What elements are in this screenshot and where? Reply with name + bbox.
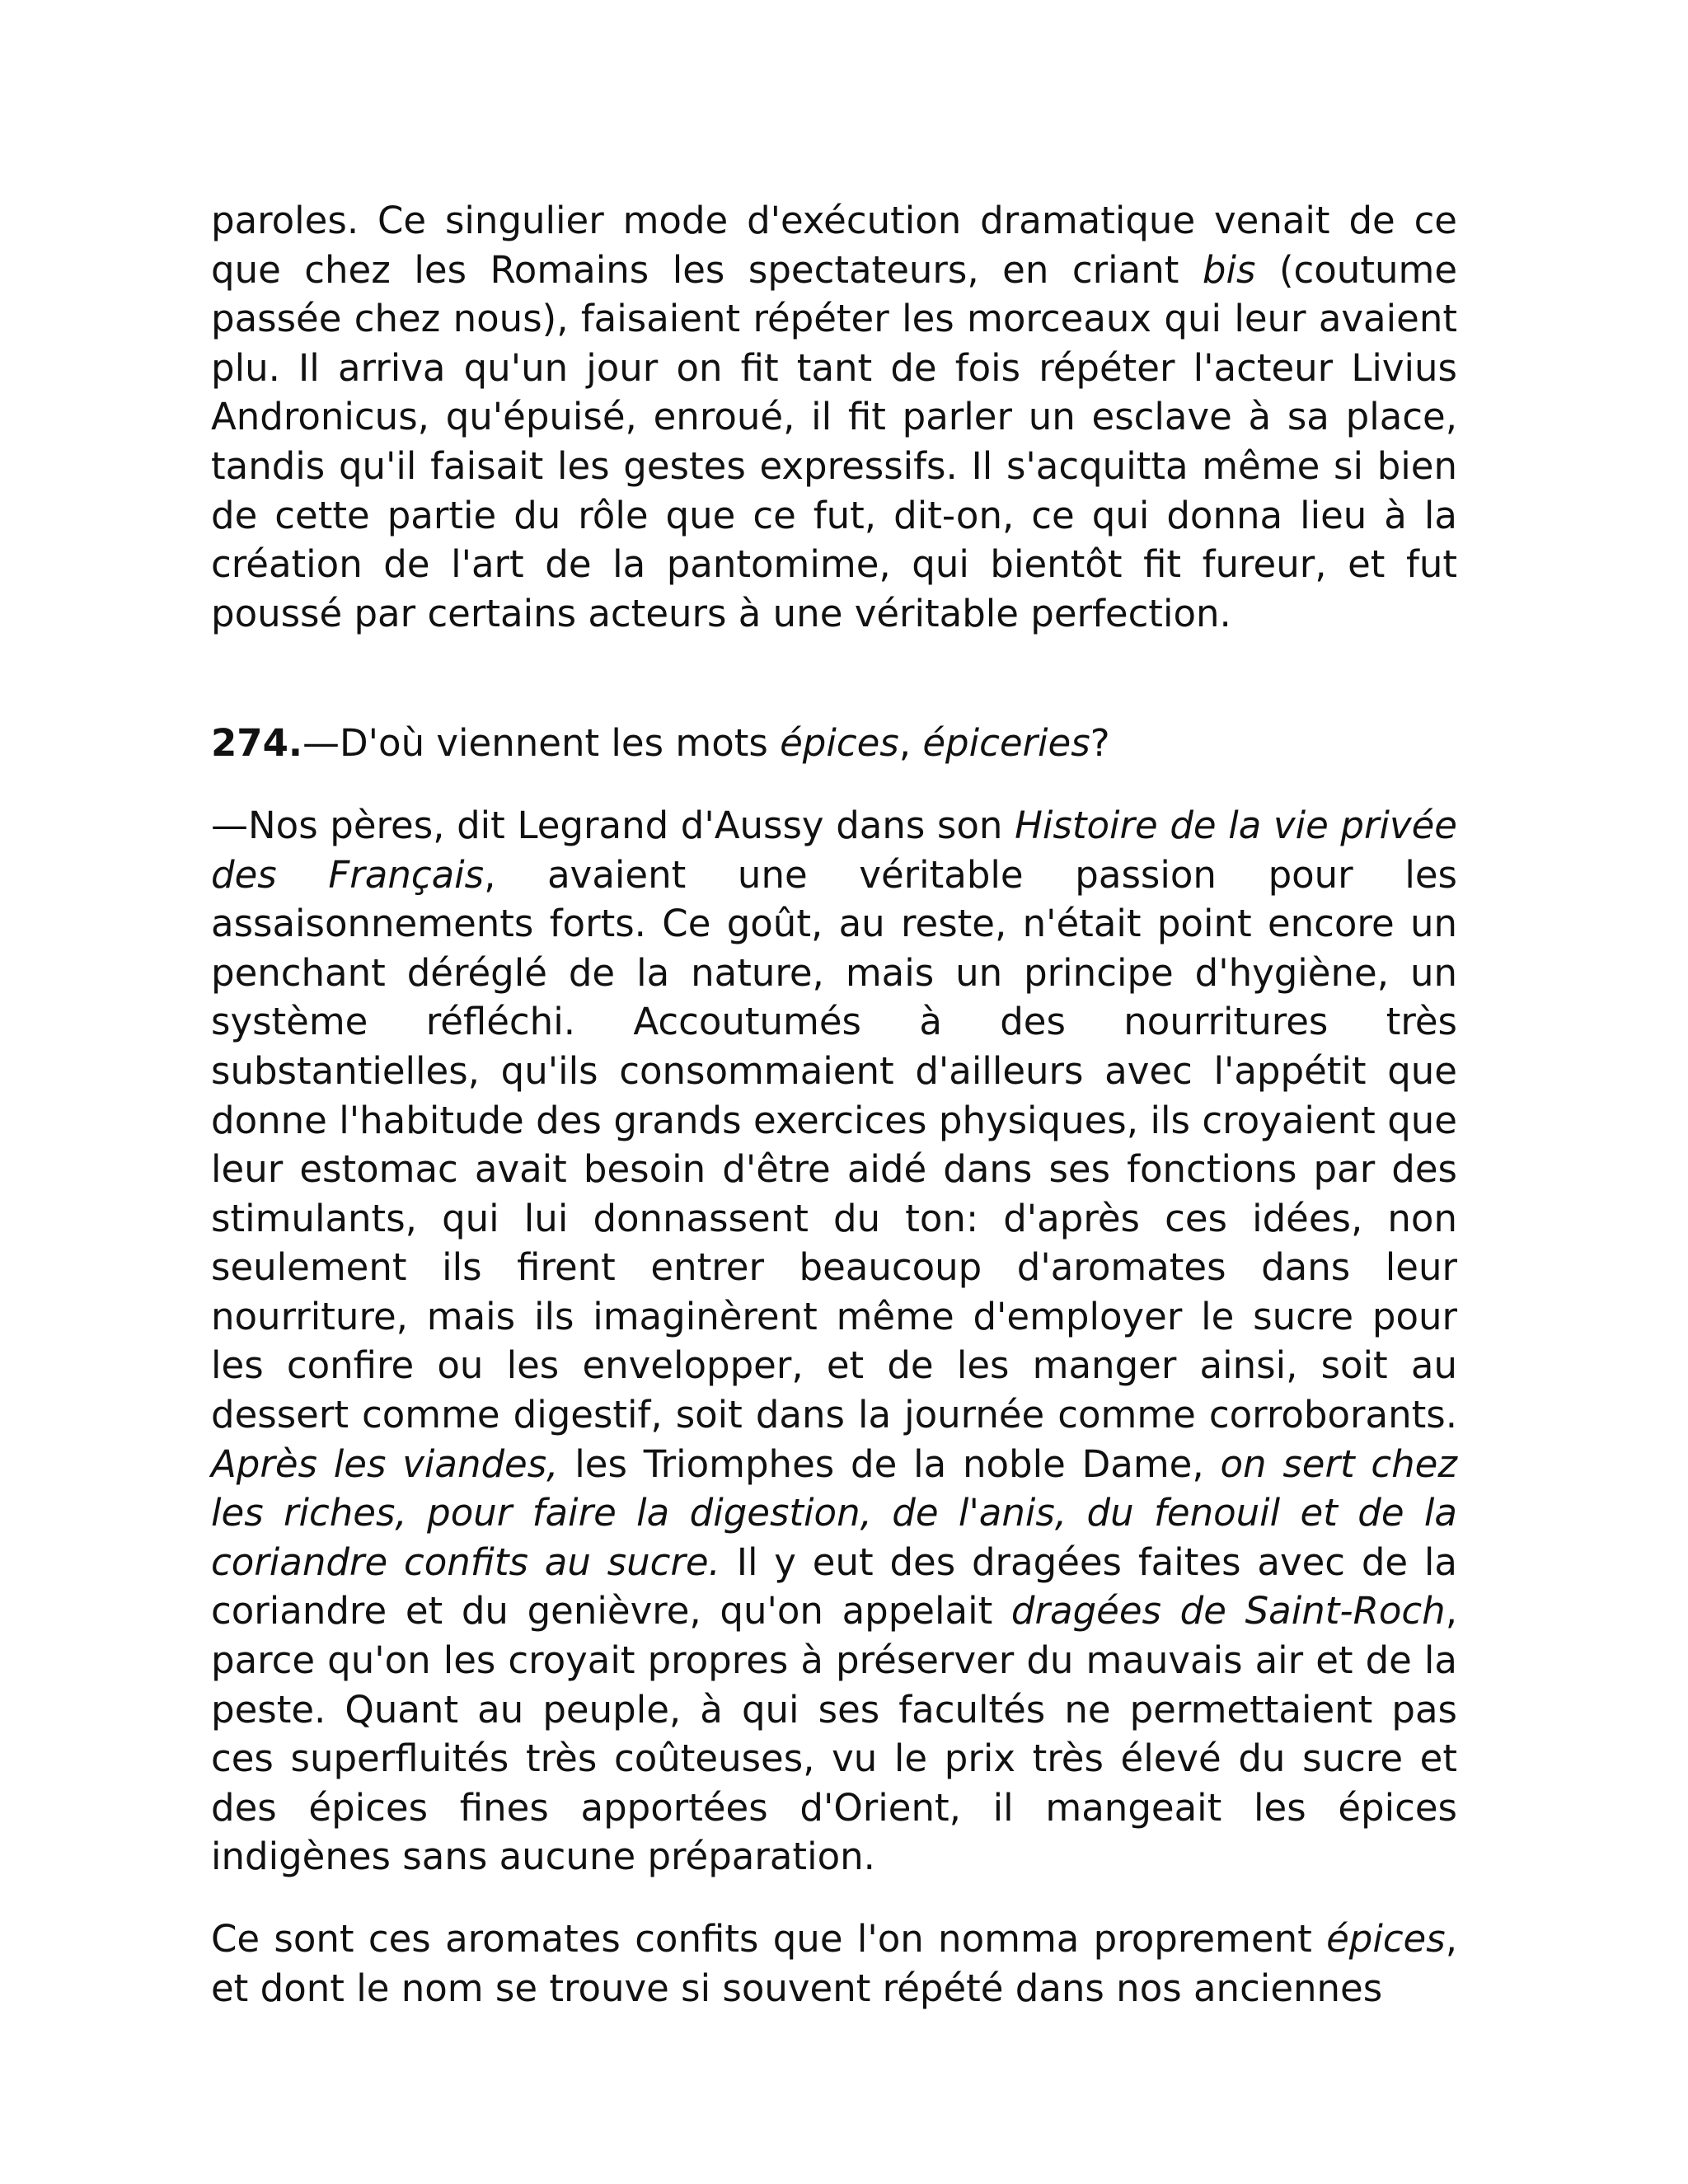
italic-text: bis: [1202, 247, 1256, 292]
italic-text: épiceries: [922, 721, 1090, 766]
question-text: —D'où viennent les mots épices, épiceries?: [302, 721, 1110, 766]
italic-text: Histoire de la vie privée des Français: [211, 803, 1457, 897]
italic-text: dragées de Saint-Roch: [1010, 1589, 1446, 1633]
italic-text: épices: [1326, 1917, 1446, 1961]
question-274: [211, 719, 1457, 768]
answer-paragraph-2: Ce sont ces aromates confits que l'on nomma proprement épices, et dont le nom se trouve si souvent répété dans nos anciennes: [211, 1917, 1457, 2010]
italic-text: on sert chez les riches, pour faire la digestion, de l'anis, du fenouil et de la coriandre confits au sucre.: [211, 1441, 1457, 1584]
paragraph-continued: paroles. Ce singulier mode d'exécution dramatique venait de ce que chez les Romains les spectateurs, en criant bis (coutume passée chez nous), faisaient répéter les morceaux qui leur avaient plu. Il arriva qu'un jour on fit tant de fois répéter l'acteur Livius Andronicus, qu'épuisé, enroué, il fit parler un esclave à sa place, tandis qu'il faisait les gestes expressifs. Il s'acquitta même si bien de cette partie du rôle que ce fut, dit-on, ce qui donna lieu à la création de l'art de la pantomime, qui bientôt fit fureur, et fut poussé par certains acteurs à une véritable perfection.: [211, 199, 1457, 635]
italic-text: épices: [780, 721, 899, 766]
italic-text: Après les viandes,: [211, 1441, 559, 1486]
answer-paragraph-1: —Nos pères, dit Legrand d'Aussy dans son Histoire de la vie privée des Français, avaient une véritable passion pour les assaisonnements forts. Ce goût, au reste, n'était point encore un penchant déréglé de la nature, mais un principe d'hygiène, un système réfléchi. Accoutumés à des nourritures très substantielles, qu'ils consommaient d'ailleurs avec l'appétit que donne l'habitude des grands exercices physiques, ils croyaient que leur estomac avait besoin d'être aidé dans ses fonctions par des stimulants, qui lui donnassent du ton: d'après ces idées, non seulement ils firent entrer beaucoup d'aromates dans leur nourriture, mais ils imaginèrent même d'employer le sucre pour les confire ou les envelopper, et de les manger ainsi, soit au dessert comme digestif, soit dans la journée comme corroborants. Après les viandes, les Triomphes de la noble Dame, on sert chez les riches, pour faire la digestion, de l'anis, du fenouil et de la coriandre confits au sucre. Il y eut des dragées faites avec de la coriandre et du genièvre, qu'on appelait dragées de Saint-Roch, parce qu'on les croyait propres à préserver du mauvais air et de la peste. Quant au peuple, à qui ses facultés ne permettaient pas ces superfluités très coûteuses, vu le prix très élevé du sucre et des épices fines apportées d'Orient, il mangeait les épices indigènes sans aucune préparation.: [211, 803, 1457, 1879]
document-page: [211, 196, 1457, 2013]
question-number: 274.: [211, 721, 303, 766]
